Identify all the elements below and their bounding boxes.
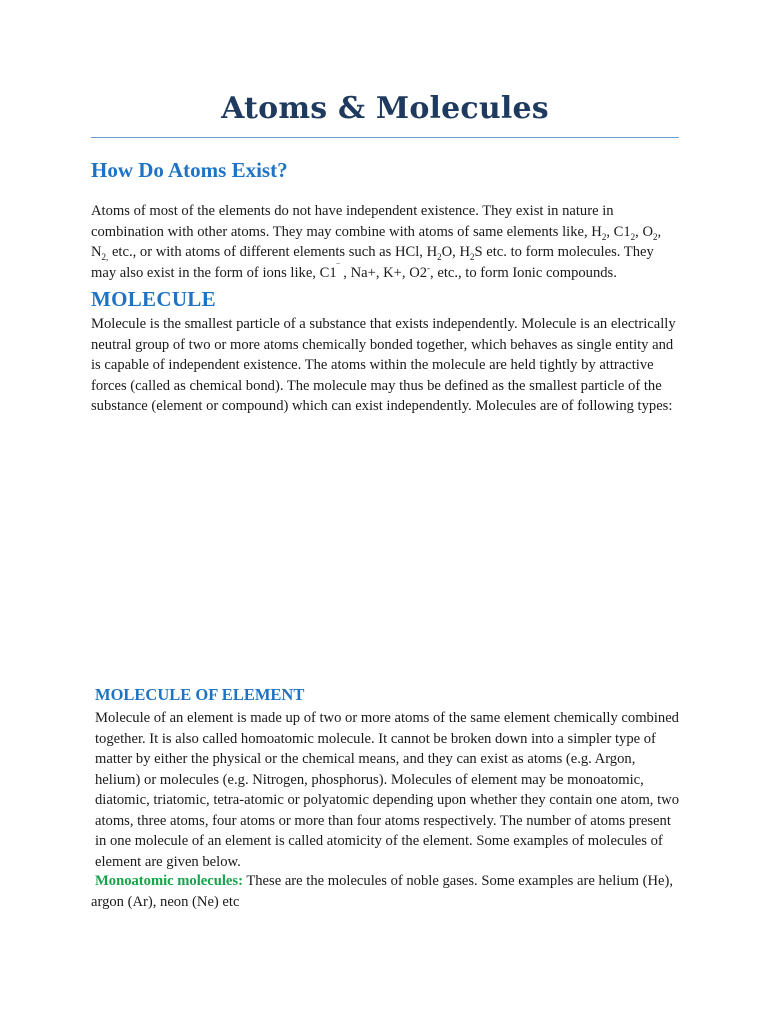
paragraph-monoatomic-molecules xyxy=(91,871,679,912)
paragraph-molecule-definition: Molecule is the smallest particle of a substance that exists independently. Molecule is an electrically neutral group of two or more atoms chemically bonded together, which behaves as single entity and is capable of independent existence. The atoms within the molecule are held tightly by attractive forces (called as chemical bond). The molecule may thus be defined as the smallest particle of the substance (element or compound) which can exist independently. Molecules are of following types: xyxy=(91,316,676,414)
title-underline xyxy=(91,137,679,138)
section-heading-molecule-of-element: MOLECULE OF ELEMENT xyxy=(95,685,305,704)
monoatomic-text: These are the molecules of noble gases. Some examples are helium (He), argon (Ar), neon (Ne) etc xyxy=(91,873,674,910)
section-heading-how-atoms-exist: How Do Atoms Exist? xyxy=(91,158,288,182)
page-title: Atoms & Molecules xyxy=(221,91,549,126)
section-heading-molecule: MOLECULE xyxy=(91,287,216,311)
paragraph-atoms-existence: Atoms of most of the elements do not have independent existence. They exist in nature in combination with other atoms. They may combine with atoms of same elements like, $H_2$, $C1_2$, $O_2$, $N_{2,}$ etc., or with atoms of different elements such as HCl, $H_2O$, $H_2S$ etc. to form molecules. They may also exist in the form of ions like, C1‾ , Na+, K+, O2-, etc., to form Ionic compounds. xyxy=(91,203,662,281)
monoatomic-label: Monoatomic molecules: xyxy=(95,873,243,889)
paragraph-molecule-of-element: Molecule of an element is made up of two or more atoms of the same element chemically combined together. It is also called homoatomic molecule. It cannot be broken down into a simpler type of matter by either the physical or the chemical means, and they can exist as atoms (e.g. Argon, helium) or molecules (e.g. Nitrogen, phosphorus). Molecules of element may be monoatomic, diatomic, triatomic, tetra-atomic or polyatomic depending upon whether they contain one atom, two atoms, three atoms, four atoms or more than four atoms respectively. The number of atoms present in one molecule of an element is called atomicity of the element. Some examples of molecules of element are given below. xyxy=(95,710,679,870)
